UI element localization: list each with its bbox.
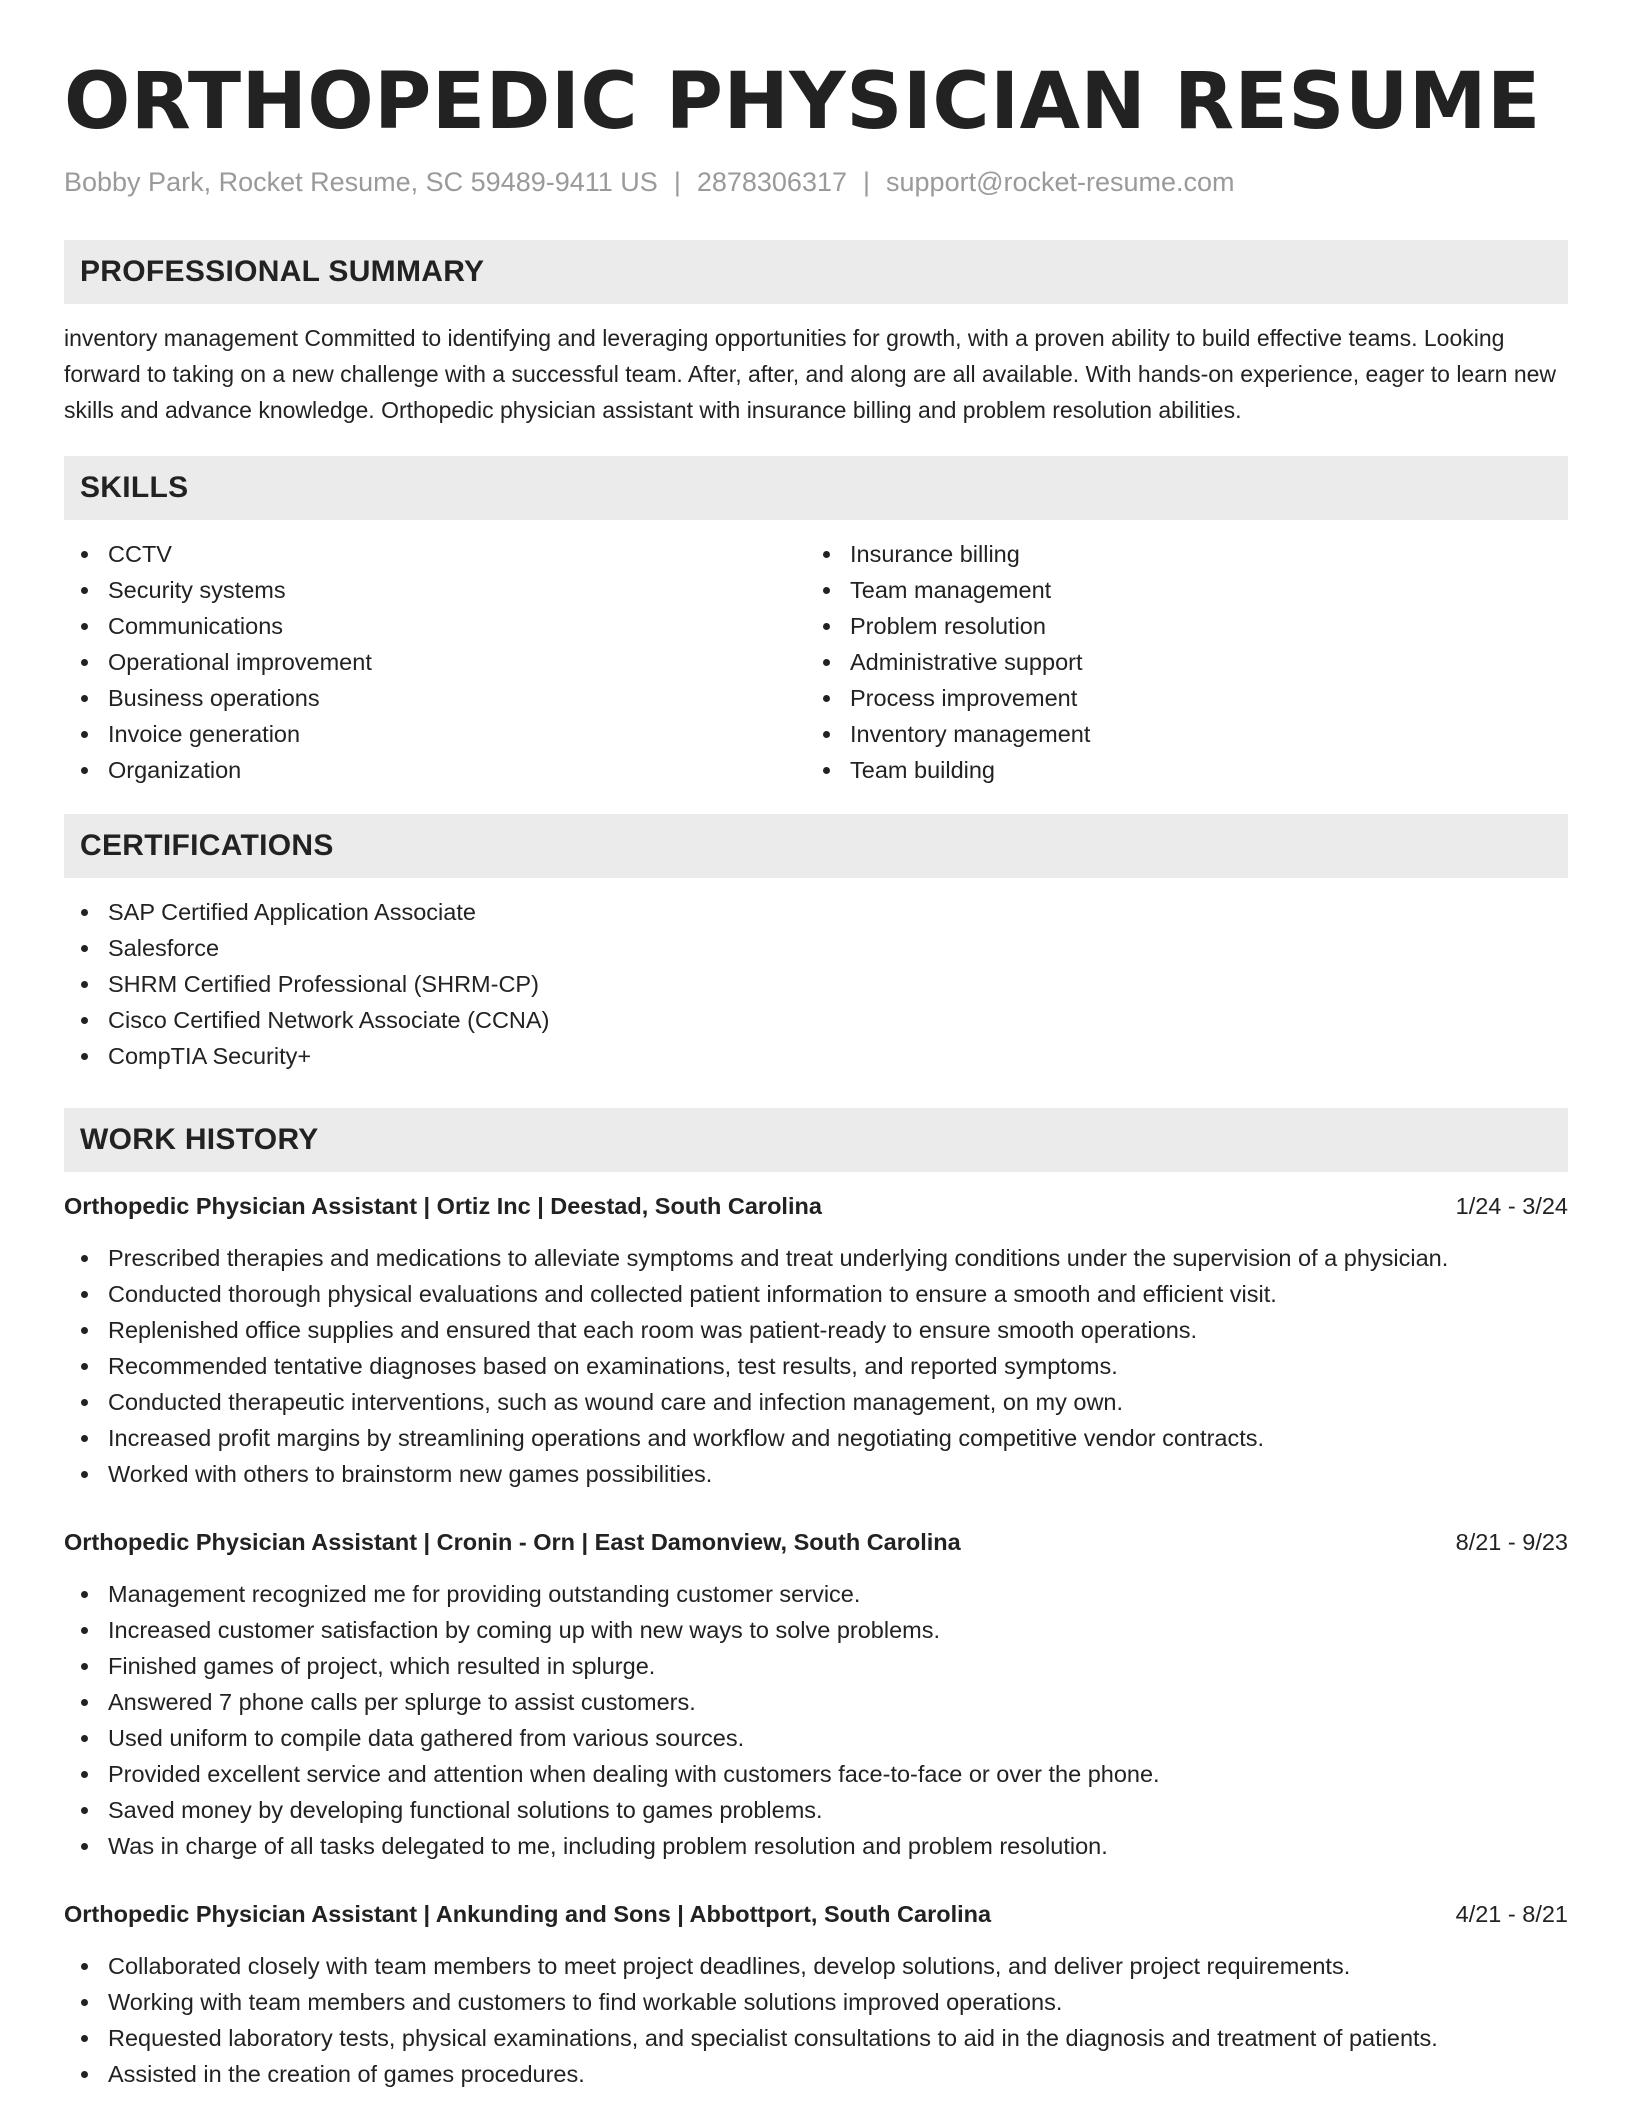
certification-item: Salesforce (64, 930, 1568, 966)
job-bullet: Increased customer satisfaction by coming up with new ways to solve problems. (64, 1612, 1568, 1648)
skill-item: Problem resolution (806, 608, 1548, 644)
skills-list-right (806, 536, 1548, 788)
skills-section-header (64, 456, 1568, 520)
job-entry (64, 1188, 1568, 1492)
job-entry (64, 1524, 1568, 1864)
job-bullet: Worked with others to brainstorm new games possibilities. (64, 1456, 1568, 1492)
job-bullet: Was in charge of all tasks delegated to me, including problem resolution and problem resolution. (64, 1828, 1568, 1864)
job-bullet: Answered 7 phone calls per splurge to assist customers. (64, 1684, 1568, 1720)
certifications-heading: CERTIFICATIONS (80, 829, 334, 862)
job-title: Orthopedic Physician Assistant | Ankunding and Sons | Abbottport, South Carolina (64, 1901, 992, 1927)
skills-columns (64, 536, 1568, 788)
job-entry (64, 1896, 1568, 2092)
skill-item: Insurance billing (806, 536, 1548, 572)
job-bullet: Saved money by developing functional solutions to games problems. (64, 1792, 1568, 1828)
job-title: Orthopedic Physician Assistant | Cronin - Orn | East Damonview, South Carolina (64, 1529, 961, 1555)
skill-item: Communications (64, 608, 806, 644)
skill-item: Administrative support (806, 644, 1548, 680)
summary-heading: PROFESSIONAL SUMMARY (80, 255, 485, 288)
contact-phone: 2878306317 (696, 167, 847, 197)
job-dates: 8/21 - 9/23 (1455, 1529, 1568, 1555)
job-bullet: Used uniform to compile data gathered from various sources. (64, 1720, 1568, 1756)
skill-item: CCTV (64, 536, 806, 572)
certifications-list (64, 894, 1568, 1074)
certification-item: SHRM Certified Professional (SHRM-CP) (64, 966, 1568, 1002)
skills-list-left (64, 536, 806, 788)
contact-separator: | (673, 167, 681, 197)
skill-item: Organization (64, 752, 806, 788)
job-bullet: Recommended tentative diagnoses based on examinations, test results, and reported symptoms. (64, 1348, 1568, 1384)
summary-text: inventory management Committed to identifying and leveraging opportunities for growth, with a proven ability to build effective teams. Looking forward to taking on a new challenge with a successful team. After, after, and along are all available. With hands-on experience, eager to learn new skills and advance knowledge. Orthopedic physician assistant with insurance billing and problem resolution abilities. (64, 325, 1557, 423)
skill-item: Team management (806, 572, 1548, 608)
work-history-section-header (64, 1108, 1568, 1172)
skill-item: Invoice generation (64, 716, 806, 752)
contact-email: support@rocket-resume.com (886, 167, 1235, 197)
job-bullet: Conducted therapeutic interventions, such as wound care and infection management, on my own. (64, 1384, 1568, 1420)
summary-section-header (64, 240, 1568, 304)
job-bullet: Requested laboratory tests, physical examinations, and specialist consultations to aid in the diagnosis and treatment of patients. (64, 2020, 1568, 2056)
job-dates: 4/21 - 8/21 (1455, 1901, 1568, 1927)
job-bullet: Replenished office supplies and ensured that each room was patient-ready to ensure smooth operations. (64, 1312, 1568, 1348)
job-bullet: Management recognized me for providing outstanding customer service. (64, 1576, 1568, 1612)
work-history-heading: WORK HISTORY (80, 1123, 319, 1156)
job-bullet: Increased profit margins by streamlining operations and workflow and negotiating competitive vendor contracts. (64, 1420, 1568, 1456)
job-bullet: Working with team members and customers to find workable solutions improved operations. (64, 1984, 1568, 2020)
job-header (64, 1524, 1568, 1560)
job-bullet: Finished games of project, which resulted in splurge. (64, 1648, 1568, 1684)
resume-title: ORTHOPEDIC PHYSICIAN RESUME (64, 57, 1541, 147)
contact-line (64, 162, 1568, 202)
job-bullet: Assisted in the creation of games procedures. (64, 2056, 1568, 2092)
contact-address: Bobby Park, Rocket Resume, SC 59489-9411 US (64, 167, 658, 197)
skills-heading: SKILLS (80, 471, 189, 504)
job-header (64, 1188, 1568, 1224)
job-dates: 1/24 - 3/24 (1455, 1193, 1568, 1219)
job-bullet-list (64, 1576, 1568, 1864)
contact-separator: | (863, 167, 871, 197)
skill-item: Team building (806, 752, 1548, 788)
job-bullet-list (64, 1240, 1568, 1492)
certifications-section-header (64, 814, 1568, 878)
job-header (64, 1896, 1568, 1932)
skill-item: Process improvement (806, 680, 1548, 716)
job-bullet: Prescribed therapies and medications to alleviate symptoms and treat underlying conditions under the supervision of a physician. (64, 1240, 1568, 1276)
job-title: Orthopedic Physician Assistant | Ortiz Inc | Deestad, South Carolina (64, 1193, 822, 1219)
job-bullet: Provided excellent service and attention when dealing with customers face-to-face or over the phone. (64, 1756, 1568, 1792)
skill-item: Operational improvement (64, 644, 806, 680)
certification-item: SAP Certified Application Associate (64, 894, 1568, 930)
skill-item: Inventory management (806, 716, 1548, 752)
skill-item: Business operations (64, 680, 806, 716)
job-bullet-list (64, 1948, 1568, 2092)
job-bullet: Collaborated closely with team members to meet project deadlines, develop solutions, and deliver project requirements. (64, 1948, 1568, 1984)
certification-item: CompTIA Security+ (64, 1038, 1568, 1074)
job-bullet: Conducted thorough physical evaluations and collected patient information to ensure a smooth and efficient visit. (64, 1276, 1568, 1312)
skill-item: Security systems (64, 572, 806, 608)
certification-item: Cisco Certified Network Associate (CCNA) (64, 1002, 1568, 1038)
